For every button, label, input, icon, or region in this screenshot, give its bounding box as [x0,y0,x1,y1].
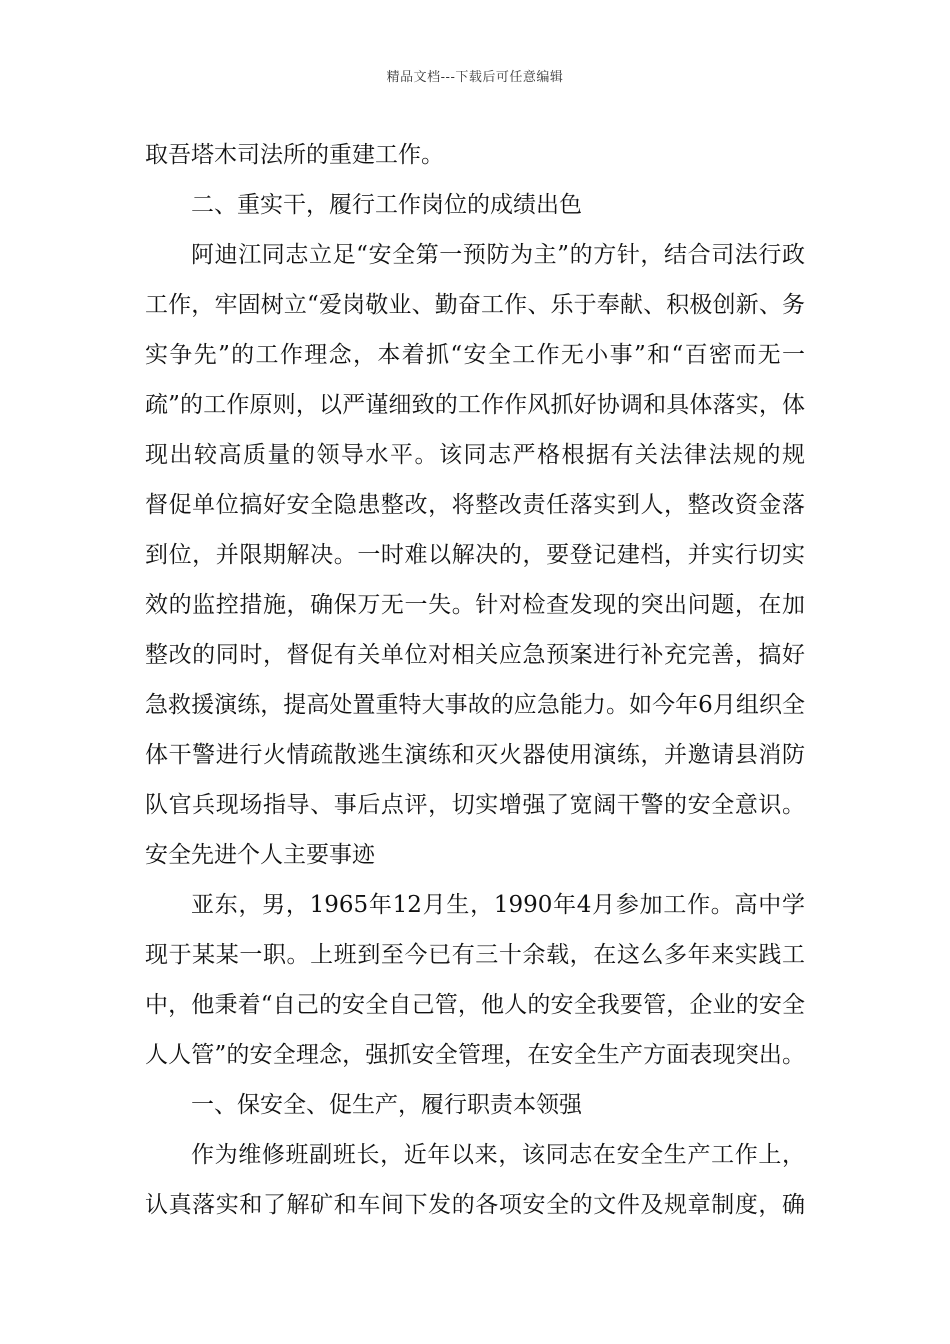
document-body [145,130,805,1230]
text-line: 安全先进个人主要事迹 [145,842,375,868]
text-line: 队官兵现场指导、事后点评，切实增强了宽阔干警的安全意识。 [145,792,805,818]
text-line: 阿迪江同志立足“安全第一预防为主”的方针，结合司法行政 [191,242,805,268]
text-line: 现于某某一职。上班到至今已有三十余载，在这么多年来实践工 [145,942,805,968]
text-line: 一、保安全、促生产，履行职责本领强 [191,1092,582,1118]
text-line: 二、重实干，履行工作岗位的成绩出色 [191,192,582,218]
text-line: 整改的同时，督促有关单位对相关应急预案进行补充完善，搞好 [145,642,805,668]
text-line: 工作，牢固树立“爱岗敬业、勤奋工作、乐于奉献、积极创新、务 [145,292,805,318]
text-line: 到位，并限期解决。一时难以解决的，要登记建档，并实行切实 [145,542,805,568]
text-line: 急救援演练，提高处置重特大事故的应急能力。如今年6月组织全 [145,692,805,718]
text-line: 现出较高质量的领导水平。该同志严格根据有关法律法规的规 [145,442,805,468]
text-line: 实争先”的工作理念，本着抓“安全工作无小事”和“百密而无一 [145,342,805,368]
text-line: 取吾塔木司法所的重建工作。 [145,142,444,168]
text-line: 亚东，男，1965年12月生，1990年4月参加工作。高中学 [191,892,805,918]
text-line: 作为维修班副班长，近年以来，该同志在安全生产工作上， [191,1142,805,1168]
text-line: 督促单位搞好安全隐患整改，将整改责任落实到人，整改资金落 [145,492,805,518]
text-line: 人人管”的安全理念，强抓安全管理，在安全生产方面表现突出。 [145,1042,805,1068]
text-line: 体干警进行火情疏散逃生演练和灭火器使用演练，并邀请县消防 [145,742,805,768]
text-line: 效的监控措施，确保万无一失。针对检查发现的突出问题，在加 [145,592,805,618]
text-line: 认真落实和了解矿和车间下发的各项安全的文件及规章制度，确 [145,1192,805,1218]
text-line: 疏”的工作原则，以严谨细致的工作作风抓好协调和具体落实，体 [145,392,805,418]
page-header: 精品文档---下载后可任意编辑 [386,70,564,85]
text-line: 中，他秉着“自己的安全自己管，他人的安全我要管，企业的安全 [145,992,805,1018]
